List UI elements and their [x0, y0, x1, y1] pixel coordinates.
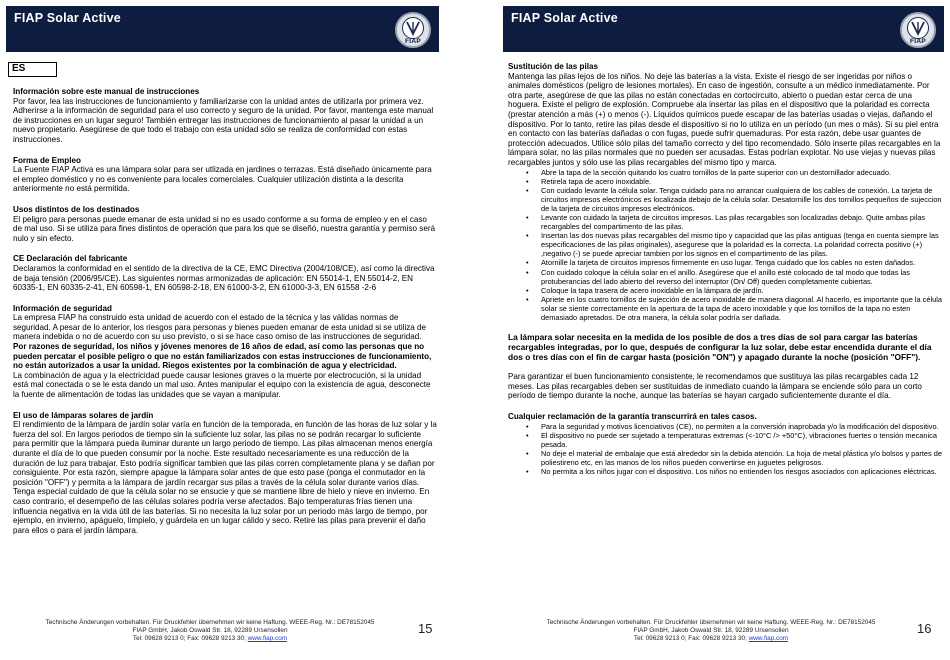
section-body: La empresa FIAP ha construido esta unidad de acuerdo con el estado de la técnica y las válidas normas de seguridad. A pesar de lo anterior, los riesgos para personas y bienes pueden emanar de esta unidad si se utiliza de manera indebida o no de acuerdo con su uso previsto, o si se hace caso omiso de las instrucciones de seguridad. [13, 313, 427, 342]
page-header [503, 6, 944, 52]
right-page [497, 0, 950, 660]
list-item: • Coloque la tapa trasera de acero inoxidable en la lámpara de jardín. [541, 286, 942, 295]
battery-steps-list [508, 168, 942, 323]
section-title: Cualquier reclamación de la garantía transcurrirá en tales casos. [508, 411, 757, 421]
section-safety [13, 304, 438, 400]
section-manual-info [13, 87, 438, 145]
section-title: Usos distintos de los destinados [13, 204, 140, 214]
right-content [508, 62, 942, 487]
footer-website-link[interactable]: www.fiap.com [748, 635, 789, 643]
header-title: FIAP Solar Active [511, 11, 618, 25]
page-footer [10, 619, 410, 644]
left-page [0, 0, 445, 660]
section-body: Declaramos la conformidad en el sentido de la directiva de la CE, EMC Directiva (2004/108/CE), así como la directiva de baja tensión (2006/95/CE). Las siguientes normas armonizadas de aplicación: EN 55014-1, EN 55014-2, EN 60335-1, EN 60335-2-41, EN 60598-1, EN 60598-2-18, EN 61000-3-2, EN 61000-3-3, EN 61558 -2-6 [13, 263, 435, 293]
list-item: • Abre la tapa de la sección quitando los cuatro tornillos de la parte superior con un destornillador adecuado. [541, 168, 942, 177]
list-item: • Insertan las dos nuevas pilas recargables del mismo tipo y capacidad que las pilas antiguas (tenga en cuenta siempre las especificaciones de las pilas originales), asegurese que la polaridad es la correcta. La polaridad correcta positivo (+) ,negativo (-) se puede apreciar tambien por los signos en el compartimento de las pilas. [541, 231, 942, 258]
list-item: • Para la seguridad y motivos licenciativos (CE), no permiten a la conversión inaprobada y/o la modificación del dispositivo. [541, 422, 942, 431]
footer-address: FIAP GmbH, Jakob Oswald Str. 18, 92289 Ursensollen [633, 627, 789, 635]
list-item: • Con cuidado coloque la célula solar en el anillo. Asegúrese que el anillo esté colocado de tal modo que todas las protuberancias del lado abierto del reverso del interruptor (On/ Off) queden completamente cubiertas. [541, 268, 942, 286]
list-item: • Retirela tapa de acero inoxidable. [541, 177, 942, 186]
section-body: Mantenga las pilas lejos de los niños. No deje las baterías a la vista. Existe el riesgo de ser ingeridas por niños o animales domésticos (peligro de lesiones mortales). En caso de ingestión, consulte a un médico inmediatamente. Por otra parte, asegúrese de que las pilas no están conectadas en cortocircuito, abierto o puedan estar cerca de una hoguera. Existe el peligro de explosión. Compruebe ala insertar las pilas en el dispositivo que la polaridad es correcta (prestar atención a más (+) o menos (-). Líquidos químicos puede escapar de las baterías usadas o viejas, dañando el dispositivo. Por lo tanto, retire las pilas desde el dispositivo si no lo utiliza en un período (un mes o más). Si su piel entra en contacto con las baterías dañadas o con fugas, puede sufrir quemaduras. Por esta razón, debe usar guantes de protección adecuados. Utilice sólo pilas del tamaño correcto y del tipo recomendado. Sólo inserte pilas recargables en la lámpara solar, no las pilas normales que no pueden ser acusadas. Estas podrían explotar. No use viejas y nuevas pilas recargables juntos y sólo use las pilas recargables del mismo tipo y marca. [508, 71, 941, 167]
fiap-logo-icon [395, 12, 431, 48]
footer-contact [10, 635, 410, 643]
footer-phone: Tel: 09628 9213 0; Fax: 09628 9213 30; [132, 635, 246, 643]
section-title: El uso de lámparas solares de jardín [13, 410, 154, 420]
page-header [6, 6, 439, 52]
logo-text: FIAP [909, 38, 926, 45]
charging-notice: La lámpara solar necesita en la medida de los posible de dos a tres días de sol para cargar las baterías recargables integradas, por lo que, después de configurar la luz solar, debe estar encendida durante el día dos o tres días con el fin de cargar hasta (posición "ON") y apagado durante la noche (posición "OFF"). [508, 332, 932, 363]
footer-disclaimer: Technische Änderungen vorbehalten. Für Druckfehler übernehmen wir keine Haftung. WEEE-Reg. Nr.: DE78152045 [546, 619, 876, 626]
list-item: • El dispositivo no puede ser sujetado a temperaturas extremas (<-10°C /> +50°C), vibraciones fuertes o tensión mecanica pesada. [541, 431, 942, 449]
section-battery-replacement [508, 62, 942, 322]
footer-phone: Tel: 09628 9213 0; Fax: 09628 9213 30; [633, 635, 747, 643]
page-number: 16 [917, 621, 932, 636]
footer-contact [507, 635, 915, 643]
section-title: Forma de Empleo [13, 155, 81, 165]
page-number: 15 [418, 621, 433, 636]
footer-disclaimer: Technische Änderungen vorbehalten. Für Druckfehler übernehmen wir keine Haftung. WEEE-Reg. Nr.: DE78152045 [45, 619, 375, 626]
warranty-list [508, 422, 942, 477]
section-intended-use [13, 156, 438, 194]
section-title: Sustitución de las pilas [508, 62, 598, 71]
list-item: • No deje el material de embalaje que está alrededor sin la debida atención. La hoja de metal plástica y/o bolsos y partes de poliestireno etc, en las manos de los niños pueden convertirse en juguetes peligrosos. [541, 449, 942, 467]
list-item: • Con cuidado levante la célula solar. Tenga cuidado para no arrancar cualquiera de los cables de conexión. La tarjeta de circuitos impresos electrónicos es localizada debajo de la célula solar. Desatornille los dos tornillos pequeños de sujeccion de la tarjeta de circuitos impresos electrónicos. [541, 186, 942, 213]
section-warning: Por razones de seguridad, los niños y jóvenes menores de 16 años de edad, así como las personas que no pueden percatar el posible peligro o que no están familiarizados con estas instrucciones de funcionamiento, no están autorizados a usar la unidad. Riegos existentes por la combinación de agua y electricidad. [13, 342, 432, 371]
section-title: CE Declaración del fabricante [13, 254, 128, 264]
section-body: El rendimiento de la lámpara de jardín solar varía en función de la temporada, en función de las horas de luz solar y la fuerza del sol. En largos periodos de tiempo sin la suficiente luz solar, las pilas no se podrán recargar lo suficiente para permitir que la lámpara pueda iluminar durante un largo periodo de tiempo. Las pilas almacenan menos energía durante el día de lo que pueden consumir por la noche. Este resultado necesariamente es una reducción de la duración de luz para trabajar. Esto podría significar tambien que las pilas corren completamente plana y se dañan por consiguiente. Por esta razón, siempre apague la lámpara solar antes de que esto pase (ponga el conmutador en la posición "OFF") y permita a la lámpara de jardín recargar sus pilas a través de la célula solar durante varios días. Tenga especial cuidado de que la célula solar no se ensucie y que se mantiene libre de hielo y nieve en invierno. En caso contrario, el desempeño de las células solares podría verse afectados. Bajo temperaturas frías tienen una influencia negativa en la vida útil de las baterías. Si no necesita la luz solar por un periodo más largo de tiempo, por ejemplo, en invierno, apáguelo, limpielo, y guárdela en un lugar cálido y seco. Retire las pilas para prevenir el daño para ellos o para el jardín lámpara. [13, 420, 437, 535]
page-footer [507, 619, 915, 644]
section-body-after: La combinación de agua y la electricidad puede causar lesiones graves o la muerte por electrocución, si la unidad está mal conectada o se le esta dando un mal uso. Antes manipular el equipo con la existencia de agua, desconecte la fuente de alimentación de todas las unidades que se vayan a manipular. [13, 370, 431, 400]
list-item: • No permita a los niños jugar con el dispositivo. Los niños no entienden los riesgos asociados con aplicaciones eléctricas. [541, 467, 942, 476]
footer-website-link[interactable]: www.fiap.com [247, 635, 288, 643]
footer-address: FIAP GmbH, Jakob Oswald Str. 18, 92289 Ursensollen [132, 627, 288, 635]
section-title: Información sobre este manual de instrucciones [13, 87, 200, 96]
language-label: ES [8, 62, 57, 77]
section-title: Información de seguridad [13, 303, 112, 313]
section-warranty [508, 412, 942, 476]
section-ce-declaration [13, 254, 438, 292]
fiap-logo-icon [900, 12, 936, 48]
section-body: Por favor, lea las instrucciones de funcionamiento y familiarizarse con la unidad antes de utilizarla por primera vez. Adherirse a la información de seguridad para el uso correcto y seguro de la unidad. Por favor, mantenga este manual de instrucciones en un lugar seguro! También entregar las instrucciones de funcionamiento al pasar la unidad a un nuevo propietario. Asegúrese de que todo el trabajo con esta unidad sólo se realiza de conformidad con estas instrucciones. [13, 96, 434, 144]
list-item: • Atornille la tarjeta de circuitos impresos firmemente en uso lugar. Tenga cuidado que los cables no esten dañados. [541, 258, 942, 267]
section-misuse [13, 205, 438, 243]
logo-text: FIAP [404, 38, 421, 45]
section-body: La Fuente FIAP Activa es una lámpara solar para ser utlizada en jardines o terrazas. Está diseñado únicamente para el empleo doméstico y no es conveniente para locales comerciales. Cualquier utilización distinta a la descrita anteriormente no está permitida. [13, 165, 432, 194]
list-item: • Apriete en los cuatro tornillos de sujección de acero inoxidable de manera diagonal. Al hacerlo, es importante que la célula solar se siente correctamente en la apertura de la tapa de acero inoxidable y que los tornillos de la tapa no esten demasiado apretados. De otra manera, la célula solar podría ser dañada. [541, 295, 942, 322]
header-title: FIAP Solar Active [14, 11, 121, 25]
replacement-recommendation: Para garantizar el buen funcionamiento consistente, le recomendamos que sustituya las pilas recargables cada 12 meses. Las pilas recargables deben ser sustituidas de inmediato cuando la lámpara se enciende sólo para un corto período de tiempo durante la noche, aunque las baterías se hayan cargado suficientemente durante el día. [508, 372, 922, 401]
section-body: El peligro para personas puede emanar de esta unidad si no es usado conforme a su forma de empleo y en el caso de mal uso. Si se utiliza para fines distintos de operación que para los que se diseñó, nuestra garantía y permiso será nulo y sin efecto. [13, 214, 436, 243]
section-solar-use [13, 411, 438, 536]
list-item: • Levante con cuidado la tarjeta de circuitos impresos. Las pilas recargables son localizadas debajo. Quite ambas pilas recargables del compartimento de las pilas. [541, 213, 942, 231]
left-content [13, 62, 438, 546]
